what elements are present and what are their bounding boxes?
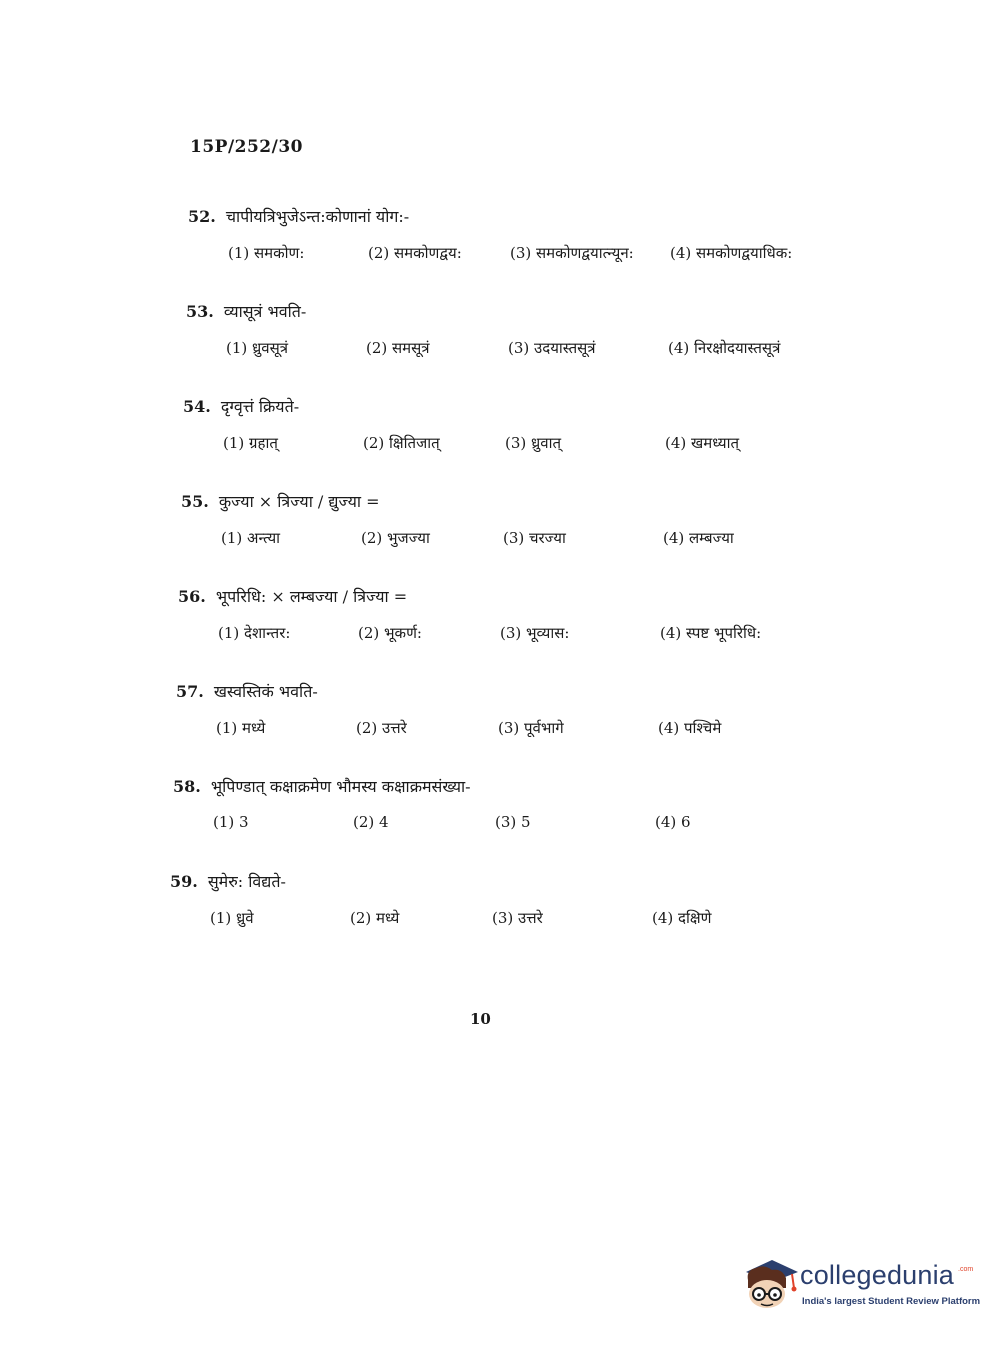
option-2: (2) समसूत्रं (366, 339, 430, 357)
page-number: 10 (470, 1010, 491, 1028)
question-57 (176, 680, 856, 748)
option-4: (4) निरक्षोदयास्तसूत्रं (668, 339, 781, 357)
question-number: 58. (173, 777, 201, 796)
question-text: व्यासूत्रं भवति- (223, 302, 307, 321)
option-4: (4) समकोणद्वयाधिक: (670, 244, 793, 262)
option-4: (4) पश्चिमे (658, 719, 722, 737)
option-2: (2) भूकर्ण: (358, 624, 422, 642)
question-number: 53. (186, 302, 214, 321)
option-1: (1) समकोण: (228, 244, 305, 262)
question-52 (188, 205, 868, 273)
option-4: (4) 6 (655, 813, 691, 831)
collegedunia-logo (742, 1254, 981, 1314)
option-2: (2) 4 (353, 813, 389, 831)
option-4: (4) खमध्यात् (665, 434, 740, 452)
question-number: 56. (178, 587, 206, 606)
option-3: (3) 5 (495, 813, 531, 831)
option-1: (1) ध्रुवे (210, 909, 254, 927)
logo-domain-suffix: .com (958, 1266, 974, 1273)
question-number: 52. (188, 207, 216, 226)
question-text: भूपिण्डात् कक्षाक्रमेण भौमस्य कक्षाक्रमसंख्या- (210, 777, 471, 796)
option-3: (3) उत्तरे (492, 909, 543, 927)
question-text: दृग्वृत्तं क्रियते- (220, 397, 300, 416)
question-55 (181, 490, 861, 558)
option-1: (1) मध्ये (216, 719, 266, 737)
question-text: कुज्या × त्रिज्या / द्युज्या = (218, 492, 380, 511)
question-56 (178, 585, 858, 653)
question-number: 57. (176, 682, 204, 701)
question-text: खस्वस्तिकं भवति- (213, 682, 318, 701)
question-number: 59. (170, 872, 198, 891)
option-3: (3) चरज्या (503, 529, 566, 547)
option-4: (4) लम्बज्या (663, 529, 734, 547)
option-2: (2) मध्ये (350, 909, 400, 927)
option-3: (3) समकोणद्वयात्न्यून: (510, 244, 634, 262)
option-1: (1) ध्रुवसूत्रं (226, 339, 289, 357)
question-59 (170, 870, 850, 938)
question-text: सुमेरु: विद्यते- (207, 872, 286, 891)
option-3: (3) ध्रुवात् (505, 434, 562, 452)
question-58 (173, 775, 853, 843)
question-number: 55. (181, 492, 209, 511)
option-2: (2) उत्तरे (356, 719, 407, 737)
student-mascot-icon (742, 1254, 798, 1314)
option-4: (4) स्पष्ट भूपरिधि: (660, 624, 762, 642)
option-1: (1) अन्त्या (221, 529, 281, 547)
option-3: (3) पूर्वभागे (498, 719, 564, 737)
question-text: भूपरिधि: × लम्बज्या / त्रिज्या = (215, 587, 408, 606)
question-number: 54. (183, 397, 211, 416)
option-1: (1) देशान्तर: (218, 624, 291, 642)
option-2: (2) समकोणद्वय: (368, 244, 462, 262)
question-54 (183, 395, 863, 463)
question-text: चापीयत्रिभुजेऽन्त:कोणानां योग:- (225, 207, 410, 226)
logo-wordmark: collegedunia (800, 1260, 955, 1290)
question-53 (186, 300, 866, 368)
option-4: (4) दक्षिणे (652, 909, 712, 927)
logo-tagline: India's largest Student Review Platform (802, 1296, 981, 1307)
option-3: (3) भूव्यास: (500, 624, 570, 642)
option-1: (1) 3 (213, 813, 249, 831)
option-2: (2) क्षितिजात् (363, 434, 440, 452)
option-1: (1) ग्रहात् (223, 434, 278, 452)
option-3: (3) उदयास्तसूत्रं (508, 339, 596, 357)
option-2: (2) भुजज्या (361, 529, 430, 547)
paper-code: 15P/252/30 (190, 137, 304, 157)
